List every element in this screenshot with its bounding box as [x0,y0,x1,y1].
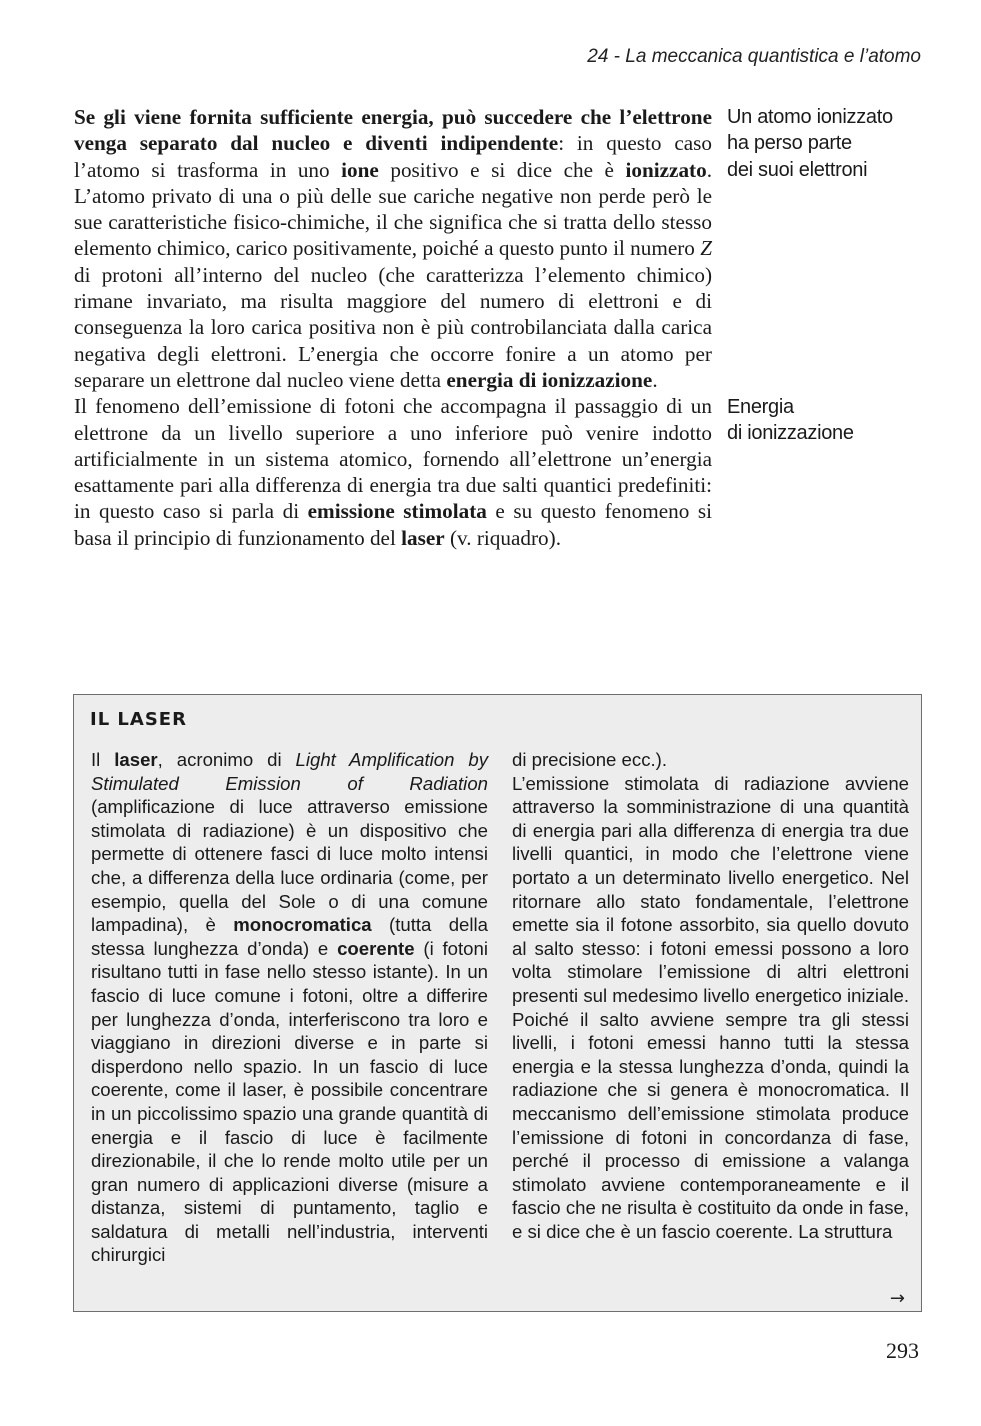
running-head: 24 - La meccanica quantistica e l’atomo [587,46,921,67]
symbol-z: Z [700,236,712,261]
text-run: . [652,367,658,392]
text-run: Il fenomeno dell’emissione di fotoni che accompagna il passaggio di un elettrone da un livello superiore a uno inferiore può venire indotto artificialmente in un sistema atomico, fornendo all’elettrone un’energia esattamente pari alla differenza di energia tra due salti quantici predefiniti: in questo caso si parla di [74,394,712,524]
box-title: IL LASER [90,709,187,730]
margin-note-line: dei suoi elettroni [727,158,868,181]
box-column-left [91,748,488,1267]
box-column-right [512,748,909,1243]
margin-note-line: ha perso parte [727,132,852,155]
text-run: (tutta della stessa lunghezza d’onda) e [91,914,488,959]
text-run: (amplificazione di luce attraverso emissione stimolata di radiazione) è un dispositivo che permette di ottenere fasci di luce molto intensi che, a differenza della luce ordinaria (come, per esempio, quella del Sole o di una comune lampadina), è [91,796,488,936]
term-laser: laser [401,525,445,550]
margin-note-line: di ionizzazione [727,422,854,445]
text-run: di protoni all’interno del nucleo (che caratterizza l’elemento chimico) rimane invariato, ma risulta maggiore del numero di elettroni e di conseguenza la loro carica positiva non è più controbilanciata dalla carica negativa degli elettroni. L’energia che occorre fonire a un atomo per separare un elettrone dal nucleo viene detta [74,262,712,392]
term-energia-ionizzazione: energia di ionizzazione [446,367,653,392]
paragraph-ionization [74,104,712,393]
text-run: , acronimo di [157,749,296,770]
laser-box [73,694,922,1312]
text-run: . L’atomo privato di una o più delle sue cariche negative non perde però le sue caratteristiche fisico-chimiche, il che significa che si tratta dello stesso elemento chimico, carico positivamente, poiché a questo punto il numero [74,157,712,261]
continue-arrow-icon: → [889,1288,905,1309]
margin-note-ionized-atom [727,104,947,183]
text-run: (i fotoni risultano tutti in fase nello stesso istante). In un fascio di luce comune i fotoni, oltre a differire per lunghezza d’onda, interferiscono tra loro e viaggiano in direzioni diverse e in parte si disperdono nello spazio. In un fascio di luce coerente, come il laser, è possibile concentrare in un piccolissimo spazio una grande quantità di energia e il fascio di luce è facilmente direzionabile, il che lo rende molto utile per un gran numero di applicazioni diverse (misure a distanza, sistemi di puntamento, taglio e saldatura di metalli nell’industria, interventi chirurgici [91,937,488,1266]
text-run: e su questo fenomeno si basa il principio di funzionamento del [74,499,712,550]
term-ionizzato: ionizzato [625,157,707,182]
term-coerente: coerente [337,937,415,959]
term-monocromatica: monocromatica [233,914,372,936]
text-run: (v. riquadro). [444,525,561,550]
box-paragraph: L’emissione stimolata di radiazione avviene attraverso la somministrazione di una quantità di energia pari alla differenza di energia tra due livelli quantici, in modo che l’elettrone viene portato a un determinato livello energetico. Nel ritornare allo stato fondamentale, l’elettrone emette sia il fotone assorbito, sia quello dovuto al salto stesso: i fotoni emessi possono a loro volta stimolare l’emissione di altri elettroni presenti sul medesimo livello energetico iniziale. Poiché il salto avviene sempre tra gli stessi livelli, i fotoni emessi hanno tutti la stessa energia e la stessa lunghezza d’onda, quindi la radiazione che si genera è monocromatica. Il meccanismo dell’emissione stimolata produce l’emissione di fotoni in concordanza di fase, perché il processo di emissione a valanga stimolato avviene contemporaneamente e il fascio che ne risulta è costituito da onde in fase, e si dice che è un fascio coerente. La struttura [512,772,909,1242]
paragraph-stimulated-emission [74,393,712,551]
term-laser: laser [114,749,158,770]
margin-note-line: Un atomo ionizzato [727,106,893,128]
text-run: positivo e si dice che è [378,157,626,182]
box-paragraph: di precisione ecc.). [512,749,668,770]
acronym-expansion: Light Amplification by Stimulated Emission of Radiation [91,749,488,794]
margin-note-ionization-energy [727,394,947,447]
main-text [74,104,712,551]
term-ione: ione [341,157,379,182]
term-emissione-stimolata: emissione stimolata [307,499,487,524]
lead-sentence: Se gli viene fornita sufficiente energia, può succedere che l’elettrone venga separato dal nucleo e diventi indipendente [74,105,712,156]
text-run: Il [91,749,115,770]
text-run: : in questo caso l’atomo si trasforma in uno [74,131,712,182]
box-paragraph [91,748,488,1267]
page-number: 293 [886,1338,919,1363]
margin-note-line: Energia [727,396,794,418]
